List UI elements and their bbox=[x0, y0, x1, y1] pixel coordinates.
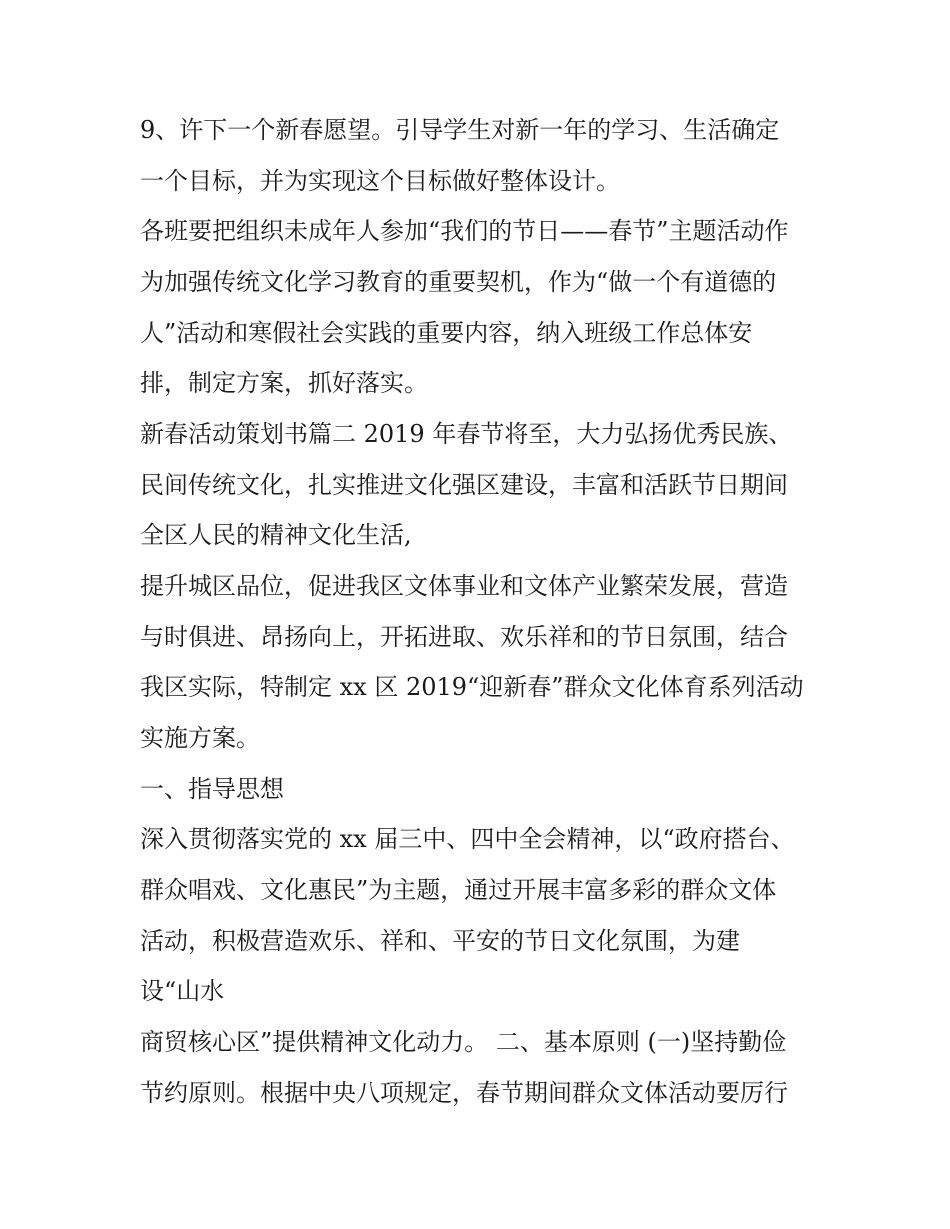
text-line: 提升城区品位，促进我区文体事业和文体产业繁荣发展，营造 bbox=[140, 572, 788, 600]
text-line: 深入贯彻落实党的 xx 届三中、四中全会精神，以“政府搭台、 bbox=[140, 825, 795, 853]
text-line: 实施方案。 bbox=[140, 724, 260, 752]
text-line: 活动，积极营造欢乐、祥和、平安的节日文化氛围，为建 bbox=[140, 927, 740, 955]
text-line: 全区人民的精神文化生活, bbox=[140, 521, 412, 549]
text-line: 节约原则。根据中央八项规定，春节期间群众文体活动要厉行 bbox=[140, 1079, 788, 1107]
text-line: 设“山水 bbox=[140, 977, 225, 1005]
text-line: 我区实际，特制定 xx 区 2019“迎新春”群众文化体育系列活动 bbox=[140, 673, 804, 701]
text-line: 为加强传统文化学习教育的重要契机，作为“做一个有道德的 bbox=[140, 268, 777, 296]
text-line: 排，制定方案，抓好落实。 bbox=[140, 369, 428, 397]
text-line: 群众唱戏、文化惠民”为主题，通过开展丰富多彩的群众文体 bbox=[140, 876, 777, 904]
text-line: 一个目标，并为实现这个目标做好整体设计。 bbox=[140, 167, 620, 195]
text-line: 与时俱进、昂扬向上，开拓进取、欢乐祥和的节日氛围，结合 bbox=[140, 623, 788, 651]
text-line: 新春活动策划书篇二 2019 年春节将至，大力弘扬优秀民族、 bbox=[140, 420, 793, 448]
text-line: 商贸核心区”提供精神文化动力。 二、基本原则 (一)坚持勤俭 bbox=[140, 1028, 787, 1056]
text-line: 9、许下一个新春愿望。引导学生对新一年的学习、生活确定 bbox=[140, 116, 780, 144]
text-line: 民间传统文化，扎实推进文化强区建设，丰富和活跃节日期间 bbox=[140, 471, 788, 499]
text-line: 人”活动和寒假社会实践的重要内容，纳入班级工作总体安 bbox=[140, 319, 753, 347]
text-line: 各班要把组织未成年人参加“我们的节日——春节”主题活动作 bbox=[140, 217, 789, 245]
section-heading: 一、指导思想 bbox=[140, 775, 284, 803]
